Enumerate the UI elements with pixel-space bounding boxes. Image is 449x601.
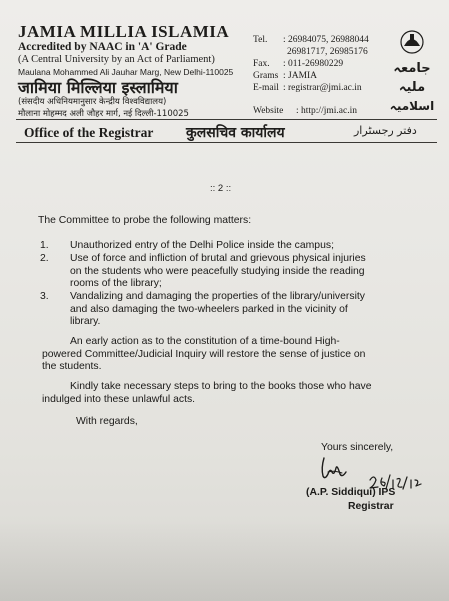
- accreditation-line: Accredited by NAAC in 'A' Grade: [18, 41, 187, 53]
- list-item-2: Use of force and infliction of brutal and grievous physical injuries on the students who were peacefully studying inside the reading rooms of the library;: [70, 253, 366, 290]
- tel-label: Tel.: [253, 35, 268, 45]
- list-item-3: Vandalizing and damaging the properties of the library/university and also damaging the two-wheelers parked in the vicinity of library.: [70, 291, 365, 328]
- logo-text-3: اسلامیہ: [389, 99, 435, 113]
- paragraph-request: Kindly take necessary steps to bring to the books those who have indulged into these unlawful acts.: [42, 381, 372, 405]
- grams-label: Grams: [253, 71, 279, 81]
- office-urdu: دفتر رجسٹرار: [354, 124, 417, 137]
- website-label: Website: [253, 106, 284, 116]
- signatory-designation: Registrar: [348, 501, 394, 512]
- website-value: : http://jmi.ac.in: [296, 106, 357, 116]
- university-emblem: [386, 28, 438, 118]
- item-number-1: 1.: [40, 240, 49, 251]
- grams-value: : JAMIA: [283, 71, 318, 81]
- hindi-address: मौलाना मोहम्मद अली जौहर मार्ग, नई दिल्ली-110025: [18, 109, 189, 119]
- signatory-name: (A.P. Siddiqui) IPS: [306, 487, 396, 498]
- address-line: Maulana Mohammed Ali Jauhar Marg, New Delhi-110025: [18, 67, 234, 77]
- page-number: :: 2 ::: [210, 183, 232, 194]
- email-label: E-mail: [253, 83, 279, 93]
- tel-value-2: 26981717, 26985176: [287, 47, 368, 57]
- email-value: : registrar@jmi.ac.in: [283, 83, 362, 93]
- fax-value: : 011-26980229: [283, 59, 344, 69]
- paragraph-action: An early action as to the constitution of a time-bound High- powered Committee/Judicial Inquiry will restore the sense of justice on the students.: [42, 336, 366, 373]
- tel-value-1: : 26984075, 26988044: [283, 35, 369, 45]
- list-item-1: Unauthorized entry of the Delhi Police inside the campus;: [70, 240, 334, 251]
- header-rule-bottom: [16, 142, 437, 143]
- header-rule-top: [16, 119, 437, 120]
- regards-line: With regards,: [76, 416, 138, 427]
- logo-text-1: جامعہ: [393, 61, 431, 76]
- central-university-line: (A Central University by an Act of Parliament): [18, 54, 215, 65]
- item-number-3: 3.: [40, 291, 49, 302]
- paper-shadow: [0, 520, 449, 601]
- office-english: Office of the Registrar: [24, 125, 154, 140]
- hindi-subtitle: (संसदीय अधिनियमानुसार केन्द्रीय विश्वविद्यालय): [18, 97, 167, 107]
- intro-line: The Committee to probe the following matters:: [38, 215, 252, 226]
- fax-label: Fax.: [253, 59, 270, 69]
- hindi-name: जामिया मिल्लिया इस्लामिया: [18, 78, 178, 97]
- closing-line: Yours sincerely,: [321, 442, 394, 453]
- item-number-2: 2.: [40, 253, 49, 264]
- office-hindi: कुलसचिव कार्यालय: [186, 125, 285, 141]
- logo-text-2: ملیہ: [398, 80, 426, 95]
- university-title: JAMIA MILLIA ISLAMIA: [18, 22, 230, 41]
- handwritten-signature: [318, 456, 358, 480]
